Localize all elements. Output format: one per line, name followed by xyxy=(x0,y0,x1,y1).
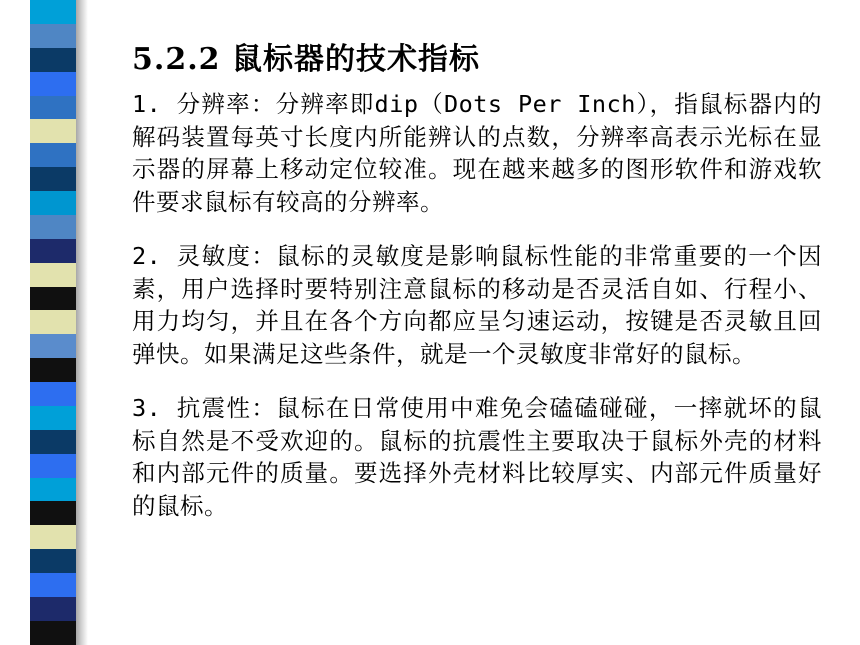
stripe-square xyxy=(30,334,76,358)
stripe-square xyxy=(30,621,76,645)
decorative-stripe-bar xyxy=(30,0,76,645)
stripe-square xyxy=(30,96,76,120)
stripe-square xyxy=(30,382,76,406)
stripe-square xyxy=(30,501,76,525)
stripe-square xyxy=(30,430,76,454)
stripe-square xyxy=(30,48,76,72)
stripe-square xyxy=(30,239,76,263)
stripe-square xyxy=(30,597,76,621)
stripe-square xyxy=(30,287,76,311)
stripe-square xyxy=(30,72,76,96)
stripe-square xyxy=(30,119,76,143)
stripe-square xyxy=(30,0,76,24)
stripe-square xyxy=(30,525,76,549)
stripe-square xyxy=(30,263,76,287)
stripe-square xyxy=(30,24,76,48)
stripe-square xyxy=(30,478,76,502)
stripe-shadow xyxy=(76,0,88,645)
slide-body xyxy=(132,88,822,544)
stripe-square xyxy=(30,191,76,215)
stripe-square xyxy=(30,143,76,167)
paragraph-sensitivity: 2. 灵敏度：鼠标的灵敏度是影响鼠标性能的非常重要的一个因素，用户选择时要特别注意鼠标的移动是否灵活自如、行程小、用力均匀，并且在各个方向都应呈匀速运动，按键是否灵敏且回弹快。如果满足这些条件，就是一个灵敏度非常好的鼠标。 xyxy=(132,242,822,368)
stripe-square xyxy=(30,454,76,478)
stripe-square xyxy=(30,215,76,239)
paragraph-shock-resistance: 3. 抗震性：鼠标在日常使用中难免会磕磕碰碰，一摔就坏的鼠标自然是不受欢迎的。鼠标的抗震性主要取决于鼠标外壳的材料和内部元件的质量。要选择外壳材料比较厚实、内部元件质量好的鼠标。 xyxy=(132,394,822,520)
paragraph-resolution: 1. 分辨率：分辨率即dip（Dots Per Inch），指鼠标器内的解码装置每英寸长度内所能辨认的点数，分辨率高表示光标在显示器的屏幕上移动定位较准。现在越来越多的图形软件和游戏软件要求鼠标有较高的分辨率。 xyxy=(132,90,822,216)
stripe-square xyxy=(30,167,76,191)
stripe-square xyxy=(30,549,76,573)
stripe-square xyxy=(30,310,76,334)
slide-title: 5.2.2 鼠标器的技术指标 xyxy=(132,42,480,77)
stripe-square xyxy=(30,573,76,597)
stripe-square xyxy=(30,358,76,382)
stripe-square xyxy=(30,406,76,430)
